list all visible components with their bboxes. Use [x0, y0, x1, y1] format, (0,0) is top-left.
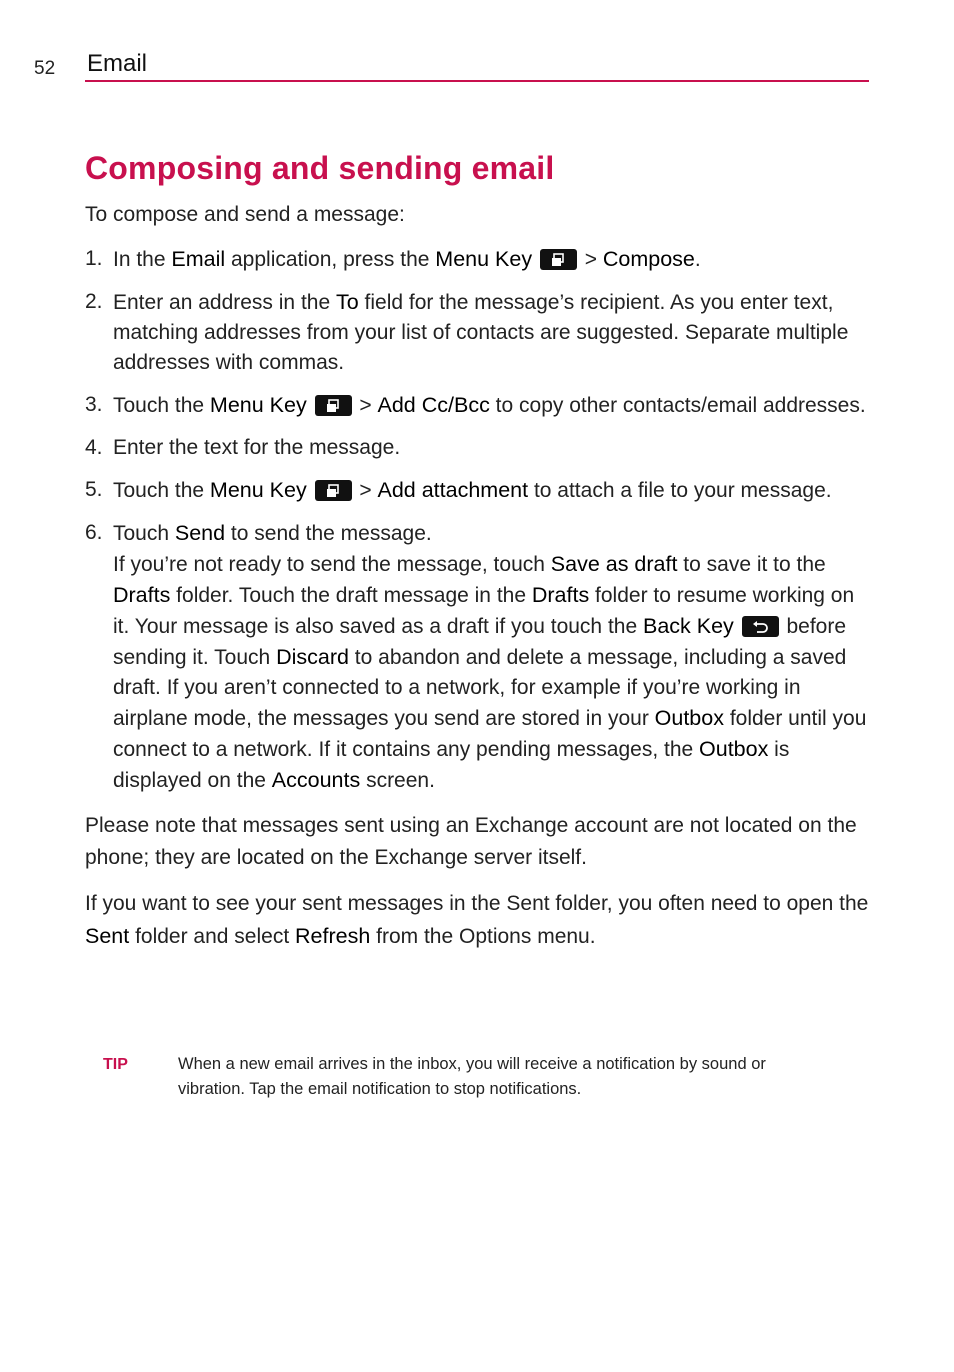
step-text: > [578, 248, 603, 271]
intro-text: To compose and send a message: [85, 203, 405, 226]
step-text: Enter the text for the message. [113, 436, 401, 459]
step-term: Compose [602, 247, 695, 271]
step-term: Drafts [531, 583, 590, 607]
step-term: Menu Key [209, 478, 307, 502]
back-key-icon [742, 616, 779, 637]
list-item [85, 433, 875, 463]
exchange-note: Please note that messages sent using an Exchange account are not located on the phone; they are located on the Exchange server itself. [85, 814, 857, 869]
step-term: Back Key [642, 614, 734, 638]
list-item [85, 287, 875, 378]
step-text: is displayed on the [113, 738, 790, 792]
step-term: Menu Key [435, 247, 533, 271]
page-title: Composing and sending email [85, 150, 555, 186]
step-term: Drafts [113, 583, 171, 607]
step-text: application, press the [225, 248, 436, 271]
step-term: Send [174, 521, 226, 545]
menu-key-icon [315, 395, 352, 416]
step-text: field for the message’s recipient. As you enter text, matching addresses from your list of contacts are suggested. Separate multiple addresses with commas. [113, 291, 849, 374]
step-text: Touch [113, 522, 175, 545]
page-number: 52 [34, 58, 56, 79]
step-text: . [694, 248, 701, 271]
list-item [85, 475, 875, 506]
step-number: 5. [85, 478, 103, 501]
step-detail [113, 549, 875, 796]
step-text: > [353, 479, 378, 502]
step-term: To [335, 290, 359, 314]
step-term: Add attachment [377, 478, 529, 502]
step-text: to save it to the [677, 553, 826, 576]
menu-key-icon [540, 249, 577, 270]
list-item [85, 390, 875, 421]
step-text: In the [113, 248, 172, 271]
note-term: Sent [85, 924, 130, 948]
tip-text: When a new email arrives in the inbox, you will receive a notification by sound or vibration. Tap the email notification to stop notifications. [178, 1055, 766, 1098]
step-text: Touch the [113, 479, 210, 502]
step-text: Touch the [113, 394, 210, 417]
step-text: to attach a file to your message. [528, 479, 832, 502]
step-text: Enter an address in the [113, 291, 336, 314]
step-term: Outbox [654, 706, 724, 730]
step-text: to copy other contacts/email addresses. [489, 394, 866, 417]
main-content [85, 200, 875, 953]
step-number: 6. [85, 521, 103, 544]
step-number: 1. [85, 247, 103, 270]
step-term: Accounts [271, 768, 361, 792]
step-text: to send the message. [225, 522, 432, 545]
step-text: If you’re not ready to send the message, touch [113, 553, 551, 576]
note-text: folder and select [129, 925, 295, 948]
sent-folder-note [85, 888, 875, 953]
step-term: Email [171, 247, 226, 271]
list-item [85, 244, 875, 275]
section-title: Email [87, 50, 148, 77]
note-text: If you want to see your sent messages in the Sent folder, you often need to open the [85, 892, 869, 915]
step-term: Outbox [699, 737, 769, 761]
tip-box [103, 1052, 833, 1102]
step-text: folder until you connect to a network. If it contains any pending messages, the [113, 707, 867, 761]
menu-key-icon [315, 480, 352, 501]
step-text: screen. [360, 769, 435, 792]
step-term: Save as draft [550, 552, 678, 576]
note-text: from the Options menu. [370, 925, 596, 948]
step-number: 2. [85, 290, 103, 313]
step-text: folder to resume working on it. Your message is also saved as a draft if you touch the [113, 584, 855, 638]
step-term: Menu Key [209, 393, 307, 417]
list-item [85, 518, 875, 796]
tip-label: TIP [103, 1056, 128, 1073]
header-rule [85, 80, 869, 82]
steps-list [85, 244, 875, 796]
step-number: 4. [85, 436, 103, 459]
step-text: to abandon and delete a message, including a saved draft. If you aren’t connected to a network, for example if you’re working in airplane mode, the messages you send are stored in your [113, 646, 847, 730]
step-text: folder. Touch the draft message in the [170, 584, 532, 607]
step-text: > [353, 394, 378, 417]
step-number: 3. [85, 393, 103, 416]
note-term: Refresh [295, 924, 371, 948]
step-term: Discard [276, 645, 349, 669]
step-text: before sending it. Touch [113, 615, 847, 669]
step-term: Add Cc/Bcc [377, 393, 490, 417]
